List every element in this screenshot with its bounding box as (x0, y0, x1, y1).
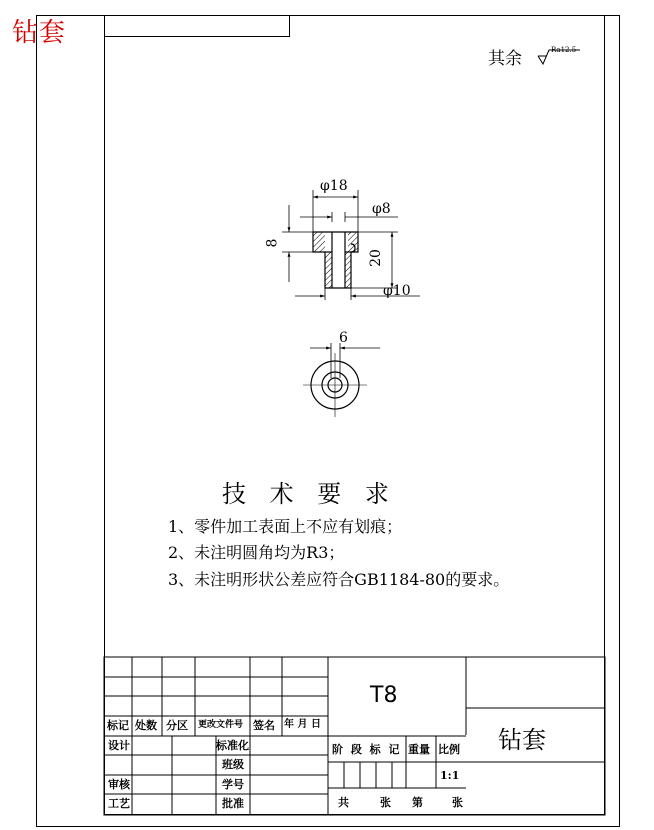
tb-zone: 分区 (166, 719, 188, 732)
tb-class: 班级 (222, 758, 244, 771)
tb-approve: 批准 (222, 797, 244, 810)
part-name: 钻套 (498, 726, 546, 754)
tb-total: 共 (338, 796, 349, 809)
dim-shank-dia: φ10 (383, 283, 411, 299)
tb-sign: 签名 (253, 719, 275, 732)
dim-bore-dia: φ8 (372, 201, 391, 217)
roughness-symbol-icon (538, 50, 580, 64)
tb-standardize: 标准化 (216, 739, 249, 752)
requirement-item-3: 3、未注明形状公差应符合GB1184-80的要求。 (168, 570, 510, 589)
requirement-item-2: 2、未注明圆角均为R3； (168, 543, 345, 562)
tb-mark: 标记 (107, 719, 129, 732)
tb-process: 工艺 (108, 797, 130, 810)
material-text: T8 (370, 683, 398, 708)
tb-stage: 阶 段 标 记 (332, 743, 402, 756)
requirement-item-1: 1、零件加工表面上不应有划痕； (168, 517, 403, 536)
tb-scale: 比例 (438, 743, 460, 756)
surface-finish-value: Ra12.5 (551, 46, 577, 54)
surface-finish-label: 其余 (488, 49, 522, 69)
tb-docno: 更改文件号 (198, 720, 244, 730)
tb-review: 审核 (108, 778, 130, 791)
dim-total-height: 20 (367, 249, 384, 267)
requirements-title: 技 术 要 求 (222, 480, 397, 508)
plan-view (303, 353, 367, 417)
plan-dimension (310, 343, 380, 378)
tb-scale-value: 1:1 (440, 769, 460, 782)
tb-design: 设计 (108, 739, 130, 752)
tb-sheet: 张 (452, 796, 463, 809)
section-view (313, 232, 358, 288)
dim-outer-dia: φ18 (320, 178, 348, 194)
corner-title: 钻套 (12, 18, 67, 48)
tb-no: 第 (412, 796, 423, 809)
tb-date: 年 月 日 (284, 719, 321, 730)
dim-flange-height: 8 (264, 238, 281, 248)
tb-studentno: 学号 (222, 778, 244, 791)
tb-qty: 处数 (135, 719, 157, 732)
dim-plan: 6 (339, 330, 348, 346)
tb-weight: 重量 (408, 743, 430, 756)
tb-sheets: 张 (380, 796, 391, 809)
